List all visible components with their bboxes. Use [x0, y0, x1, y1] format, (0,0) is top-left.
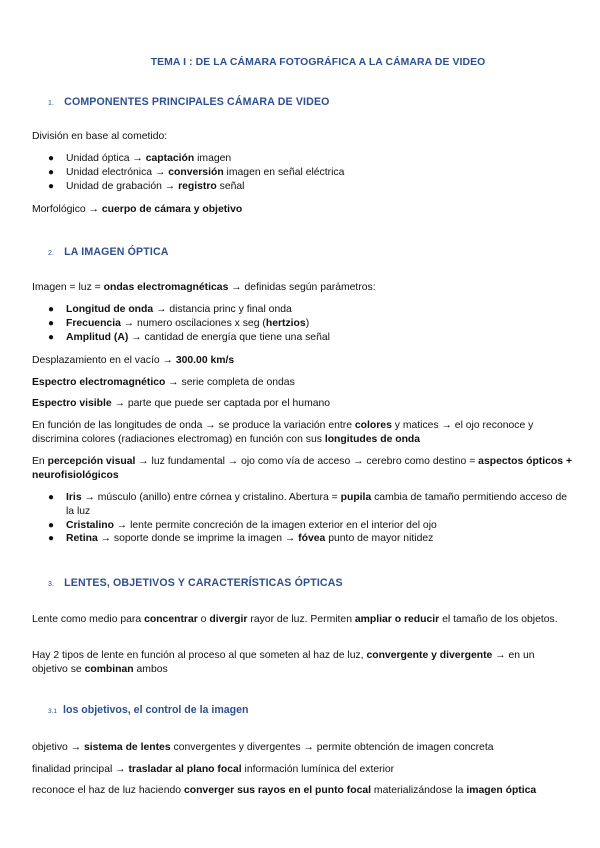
subsection-heading	[48, 704, 248, 716]
paragraph: En función de las longitudes de onda → se produce la variación entre colores y matices → el ojo reconoce y discrimina colores (radiaciones electromag) en función con sus longitudes de onda	[32, 420, 534, 445]
paragraph: Lente como medio para concentrar o divergir rayor de luz. Permiten ampliar o reducir el tamaño de los objetos.	[32, 614, 558, 625]
bullet-icon: ●	[48, 331, 55, 343]
bullet-icon: ●	[48, 153, 55, 164]
subsection-title: los objetivos, el control de la imagen	[63, 704, 249, 716]
list-item: ● Unidad de grabación → registro señal	[48, 180, 245, 192]
list-item: ● Iris → músculo (anillo) entre córnea y cristalino. Abertura = pupila cambia de tamaño permitiendo acceso de la luz	[48, 492, 568, 517]
bullet-icon: ●	[48, 304, 55, 315]
document-title: TEMA I : DE LA CÁMARA FOTOGRÁFICA A LA CÁMARA DE VIDEO	[150, 57, 486, 68]
bullet-icon: ●	[48, 519, 55, 531]
paragraph: objetivo → sistema de lentes convergentes y divergentes → permite obtención de imagen concreta	[32, 742, 494, 753]
paragraph: Espectro visible → parte que puede ser captada por el humano	[32, 398, 331, 409]
bullet-list	[32, 303, 572, 344]
section-2-heading	[48, 246, 169, 258]
list-item: ● Amplitud (A) → cantidad de energía que tiene una señal	[48, 331, 330, 343]
bullet-icon: ●	[48, 180, 55, 192]
bullet-icon: ●	[48, 533, 55, 545]
list-item: ● Cristalino → lente permite concreción de la imagen exterior en el interior del ojo	[48, 519, 437, 531]
paragraph: División en base al cometido:	[32, 131, 168, 142]
paragraph: Imagen = luz = ondas electromagnéticas → definidas según parámetros:	[32, 282, 376, 293]
list-item: ● Unidad óptica → captación imagen	[48, 153, 232, 164]
bullet-icon: ●	[48, 166, 55, 178]
subsection-number: 3.1	[48, 708, 58, 715]
list-item: ● Unidad electrónica → conversión imagen en señal eléctrica	[48, 166, 345, 178]
paragraph: Espectro electromagnético → serie completa de ondas	[32, 377, 295, 388]
section-number: 1.	[48, 100, 55, 107]
paragraph: Hay 2 tipos de lente en función al proceso al que someten al haz de luz, convergente y divergente → en un objetivo se combinan ambos	[32, 650, 535, 675]
section-number: 3.	[48, 581, 55, 588]
paragraph: finalidad principal → trasladar al plano focal información lumínica del exterior	[32, 764, 395, 775]
paragraph: Desplazamiento en el vacío → 300.00 km/s	[32, 355, 235, 366]
bullet-list	[32, 491, 572, 546]
paragraph: reconoce el haz de luz haciendo converger sus rayos en el punto focal materializándose la imagen óptica	[32, 785, 537, 796]
section-number: 2.	[48, 250, 55, 257]
section-1-heading	[48, 96, 330, 108]
list-item: ● Frecuencia → numero oscilaciones x seg (hertzios)	[48, 317, 310, 329]
bullet-list	[32, 152, 572, 193]
section-3-heading	[48, 577, 343, 589]
list-item: ● Longitud de onda → distancia princ y final onda	[48, 304, 292, 315]
section-title: COMPONENTES PRINCIPALES CÁMARA DE VIDEO	[64, 96, 330, 108]
bullet-icon: ●	[48, 317, 55, 329]
section-title: LENTES, OBJETIVOS Y CARACTERÍSTICAS ÓPTICAS	[64, 577, 343, 589]
list-item: ● Retina → soporte donde se imprime la imagen → fóvea punto de mayor nitidez	[48, 533, 434, 545]
section-title: LA IMAGEN ÓPTICA	[64, 246, 169, 258]
paragraph: En percepción visual → luz fundamental → ojo como vía de acceso → cerebro como destino = aspectos ópticos + neurofisiológicos	[32, 456, 573, 481]
bullet-icon: ●	[48, 492, 55, 503]
paragraph: Morfológico → cuerpo de cámara y objetivo	[32, 204, 243, 215]
